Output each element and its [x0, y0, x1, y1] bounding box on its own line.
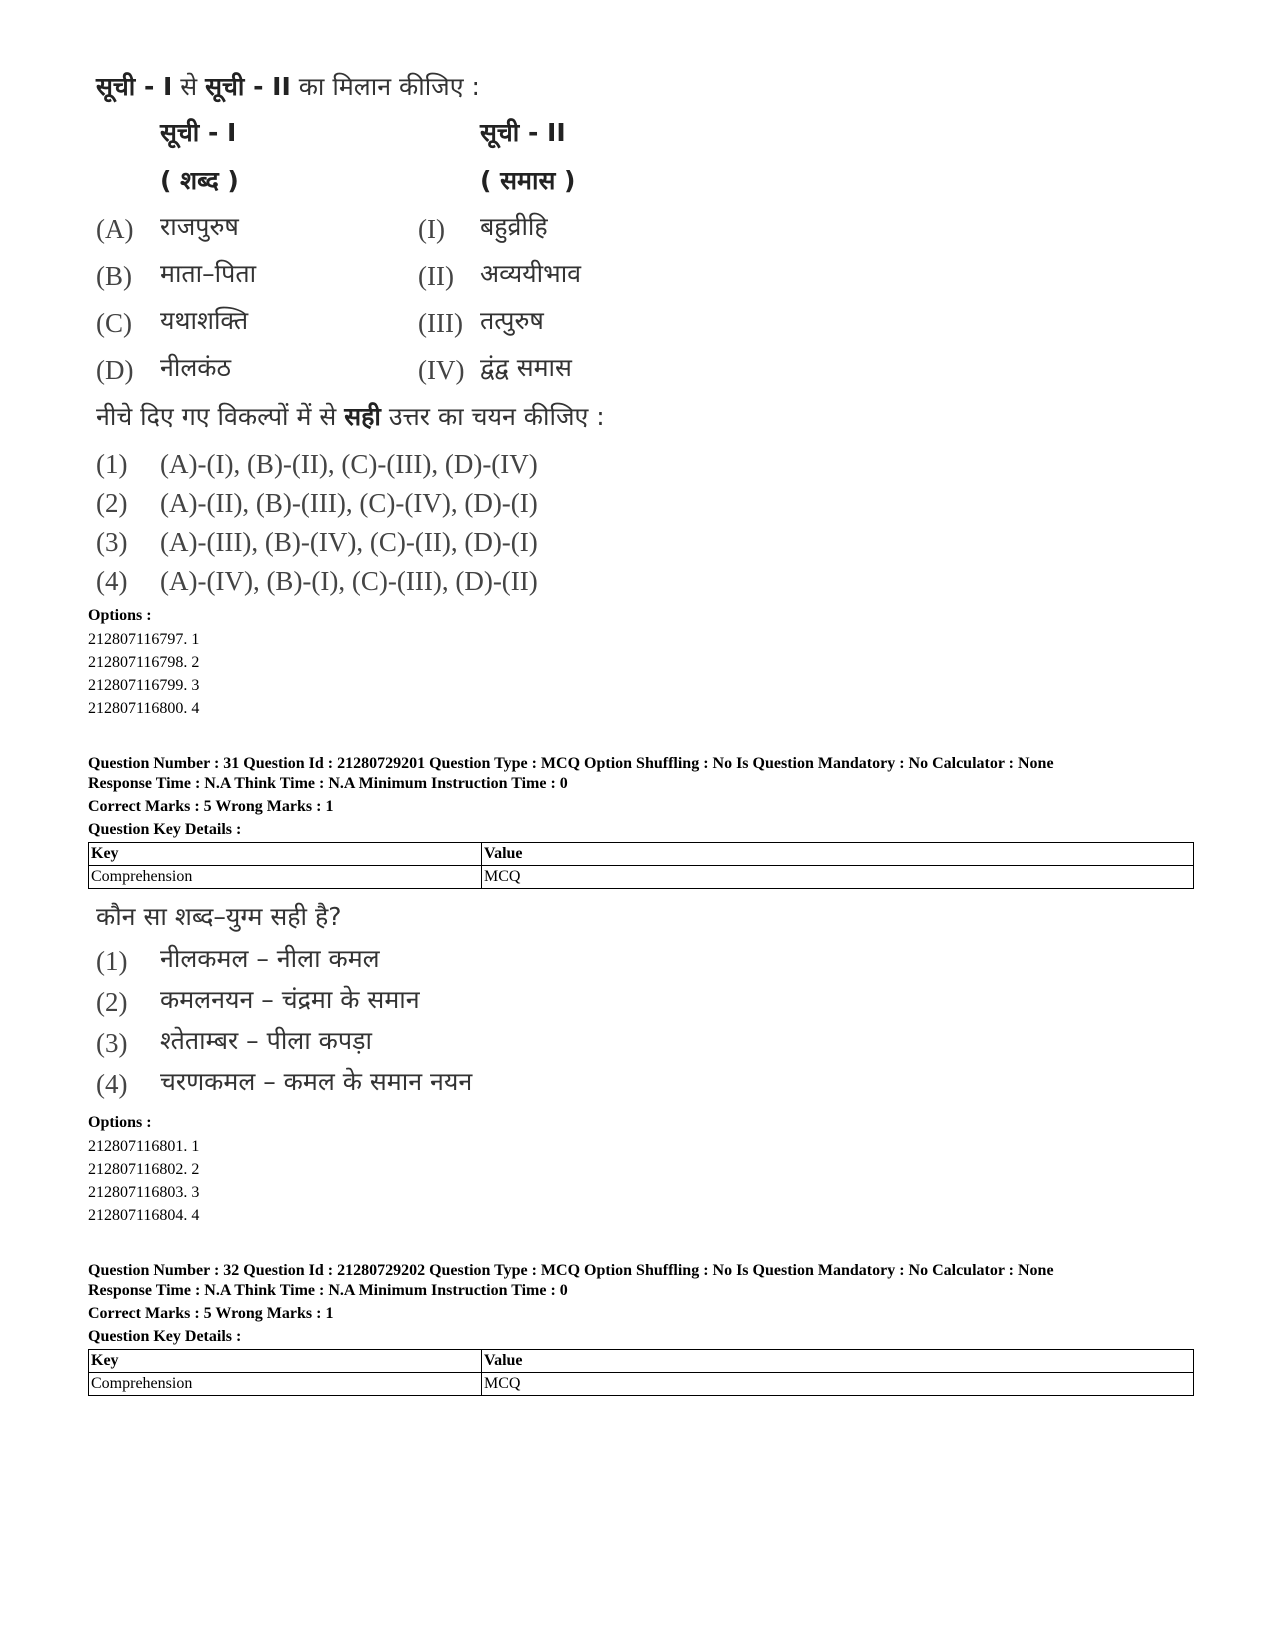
table-cell-value: MCQ — [482, 866, 1194, 889]
q30-row-right-text: द्वंद्व समास — [480, 353, 572, 382]
table-cell-key: Comprehension — [89, 866, 482, 889]
q30-row-right-text: तत्पुरुष — [480, 306, 544, 335]
q32-key-details-label: Question Key Details : — [88, 1328, 242, 1345]
q30-row-left-text: माता–पिता — [160, 259, 257, 288]
table-header-key: Key — [89, 843, 482, 866]
q32-key-table — [88, 1349, 1194, 1396]
q31-option-id: 212807116803. 3 — [88, 1184, 200, 1201]
q31-meta-line2: Response Time : N.A Think Time : N.A Minimum Instruction Time : 0 — [88, 775, 568, 792]
q31-option-id: 212807116801. 1 — [88, 1138, 200, 1155]
q31-choice-text: कमलनयन – चंद्रमा के समान — [160, 985, 420, 1014]
q30-row-left-label: (B) — [96, 261, 132, 291]
q30-list2-title-text: सूची - II — [480, 118, 566, 147]
table-header-key: Key — [89, 1350, 482, 1373]
q30-instruction — [96, 404, 605, 429]
q31-marks: Correct Marks : 5 Wrong Marks : 1 — [88, 798, 334, 815]
q31-choice-text: श्तेताम्बर – पीला कपड़ा — [160, 1026, 372, 1055]
table-cell-value: MCQ — [482, 1373, 1194, 1396]
q30-row-left-text: नीलकंठ — [160, 353, 232, 382]
q32-meta-line2: Response Time : N.A Think Time : N.A Minimum Instruction Time : 0 — [88, 1282, 568, 1299]
q30-choice-text: (A)-(I), (B)-(II), (C)-(III), (D)-(IV) — [160, 449, 538, 479]
q30-heading-list2: सूची - II — [205, 72, 291, 101]
q30-row-right-label: (IV) — [418, 355, 465, 385]
q30-heading-mid: से — [172, 72, 206, 101]
q30-list1-title — [160, 120, 236, 145]
table-cell-key: Comprehension — [89, 1373, 482, 1396]
q30-option-id: 212807116798. 2 — [88, 654, 200, 671]
q30-list2-subtitle-text: ( समास ) — [480, 166, 576, 195]
q30-choice-number: (1) — [96, 449, 128, 479]
q30-row-right-label: (II) — [418, 261, 454, 291]
q30-instruction-start: नीचे दिए गए विकल्पों में से — [96, 402, 345, 431]
q30-row-right-label: (I) — [418, 214, 445, 244]
q31-choice-number: (2) — [96, 987, 128, 1017]
q30-list2-subtitle — [480, 168, 575, 193]
q31-choice-number: (1) — [96, 946, 128, 976]
q30-row-right-text: बहुव्रीहि — [480, 212, 548, 241]
q30-list2-title — [480, 120, 566, 145]
q31-key-details-label: Question Key Details : — [88, 821, 242, 838]
q32-meta-line1: Question Number : 32 Question Id : 21280729202 Question Type : MCQ Option Shuffling : No Is Question Mandatory : No Calculator : None — [88, 1262, 1054, 1279]
table-header-row — [89, 1350, 1194, 1373]
q30-choice-number: (4) — [96, 566, 128, 596]
q30-row-left-label: (D) — [96, 355, 134, 385]
q30-row-left-label: (C) — [96, 308, 132, 338]
q31-choice-text: नीलकमल – नीला कमल — [160, 944, 380, 973]
q30-choice-text: (A)-(IV), (B)-(I), (C)-(III), (D)-(II) — [160, 566, 538, 596]
q30-option-id: 212807116800. 4 — [88, 700, 200, 717]
table-row — [89, 1373, 1194, 1396]
q30-heading-list1: सूची - I — [96, 72, 173, 101]
q31-question-text: कौन सा शब्द–युग्म सही है? — [96, 902, 342, 931]
q30-list1-subtitle — [160, 168, 239, 193]
q31-options-label: Options : — [88, 1114, 152, 1131]
q31-choice-text: चरणकमल – कमल के समान नयन — [160, 1067, 473, 1096]
q30-choice-number: (2) — [96, 488, 128, 518]
q30-option-id: 212807116799. 3 — [88, 677, 200, 694]
q31-meta-line1: Question Number : 31 Question Id : 21280729201 Question Type : MCQ Option Shuffling : No Is Question Mandatory : No Calculator : None — [88, 755, 1054, 772]
q31-choice-number: (4) — [96, 1069, 128, 1099]
q31-option-id: 212807116802. 2 — [88, 1161, 200, 1178]
q30-row-left-text: राजपुरुष — [160, 212, 239, 241]
q32-marks: Correct Marks : 5 Wrong Marks : 1 — [88, 1305, 334, 1322]
q30-row-right-text: अव्ययीभाव — [480, 259, 582, 288]
table-header-value: Value — [482, 843, 1194, 866]
q30-instruction-bold: सही — [344, 402, 381, 431]
q30-choice-text: (A)-(III), (B)-(IV), (C)-(II), (D)-(I) — [160, 527, 538, 557]
q30-choice-text: (A)-(II), (B)-(III), (C)-(IV), (D)-(I) — [160, 488, 538, 518]
q30-list1-title-text: सूची - I — [160, 118, 237, 147]
q30-row-right-label: (III) — [418, 308, 463, 338]
table-row — [89, 866, 1194, 889]
q30-row-left-text: यथाशक्ति — [160, 306, 249, 335]
q30-list1-subtitle-text: ( शब्द ) — [160, 166, 239, 195]
q30-choice-number: (3) — [96, 527, 128, 557]
q30-heading-end: का मिलान कीजिए : — [290, 72, 480, 101]
q30-options-label: Options : — [88, 607, 152, 624]
q30-row-left-label: (A) — [96, 214, 134, 244]
table-header-value: Value — [482, 1350, 1194, 1373]
q31-choice-number: (3) — [96, 1028, 128, 1058]
q31-option-id: 212807116804. 4 — [88, 1207, 200, 1224]
q31-key-table — [88, 842, 1194, 889]
q30-instruction-end: उत्तर का चयन कीजिए : — [380, 402, 605, 431]
q30-option-id: 212807116797. 1 — [88, 631, 200, 648]
table-header-row — [89, 843, 1194, 866]
q30-heading — [96, 74, 480, 99]
